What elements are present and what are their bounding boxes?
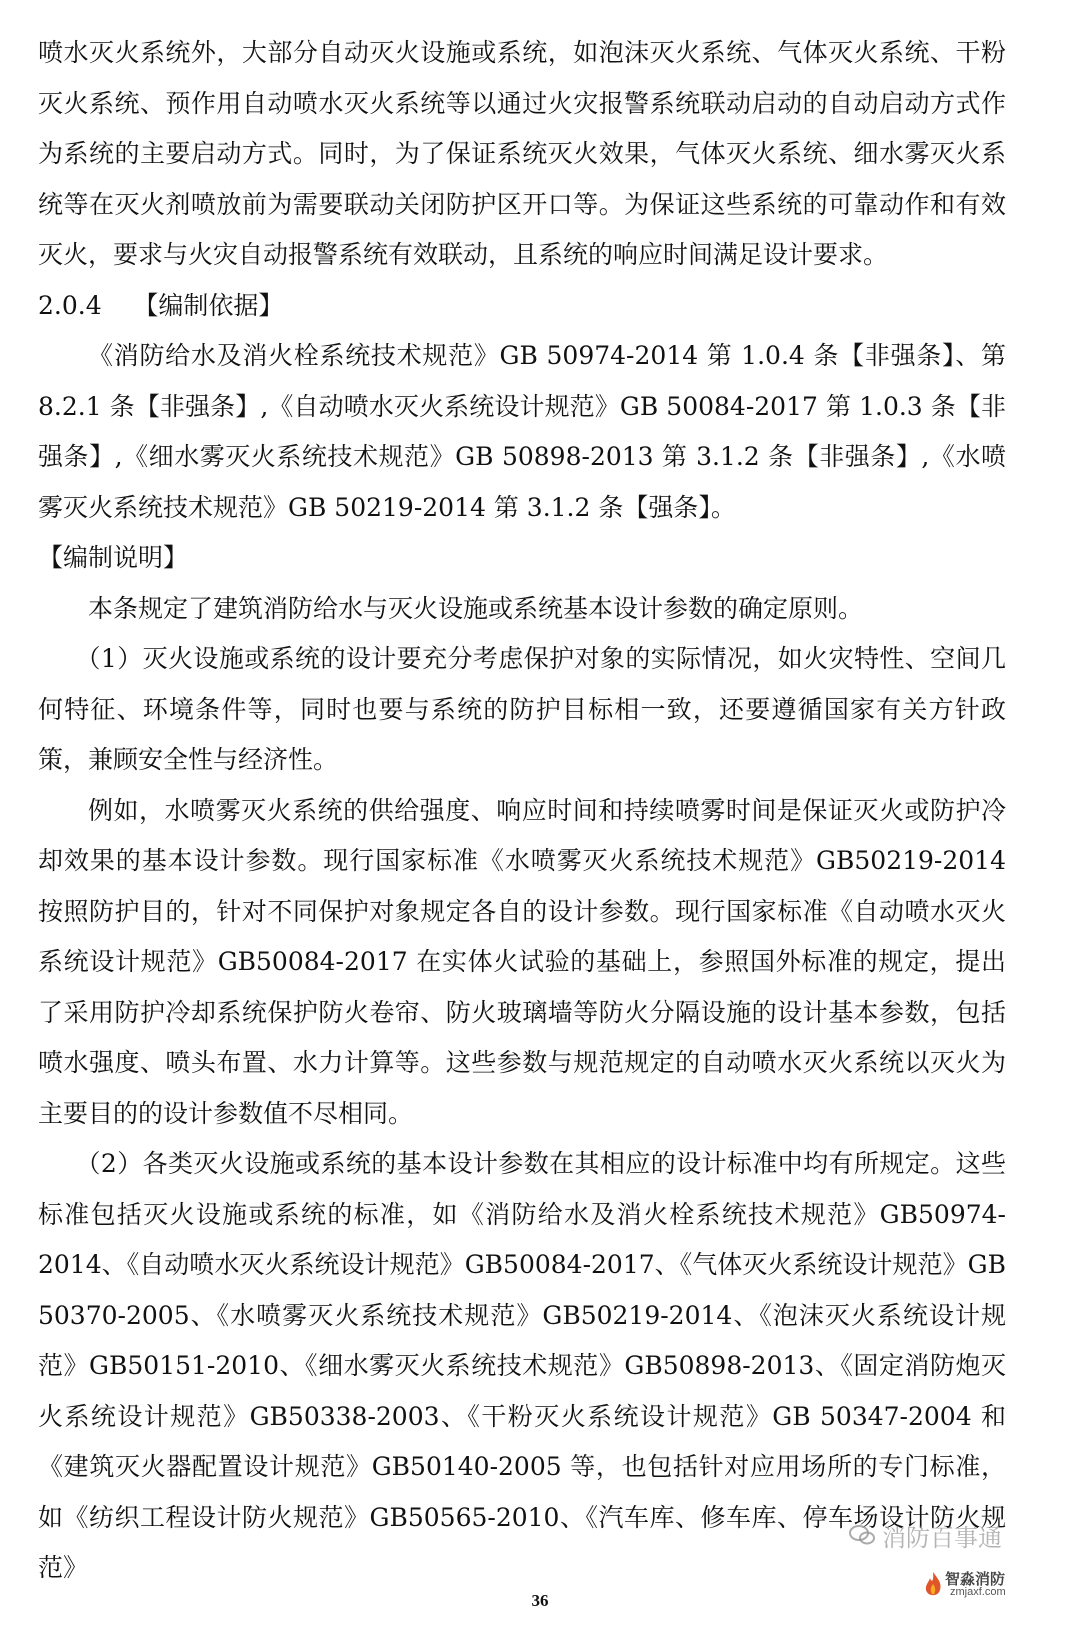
wechat-watermark xyxy=(848,1520,1048,1550)
explain-paragraph-4: （2）各类灭火设施或系统的基本设计参数在其相应的设计标准中均有所规定。这些标准包括灭火设施或系统的标准，如《消防给水及消火栓系统技术规范》GB50974-2014、《自动喷水灭火系统设计规范》GB50084-2017、《气体灭火系统设计规范》GB 50370-2005、《水喷雾灭火系统技术规范》GB50219-2014、《泡沫灭火系统设计规范》GB50151-2010、《细水雾灭火系统技术规范》GB50898-2013、《固定消防炮灭火系统设计规范》GB50338-2003、《干粉灭火系统设计规范》GB 50347-2004 和《建筑灭火器配置设计规范》GB50140-2005 等，也包括针对应用场所的专门标准，如《纺织工程设计防火规范》GB50565-2010、《汽车库、修车库、停车场设计防火规范》 xyxy=(38,1149,1006,1582)
logo-name: 智淼消防 xyxy=(945,1571,1006,1588)
page-number: 36 xyxy=(531,1591,549,1610)
explain-paragraph-3: 例如，水喷雾灭火系统的供给强度、响应时间和持续喷雾时间是保证灭火或防护冷却效果的基本设计参数。现行国家标准《水喷雾灭火系统技术规范》GB50219-2014 按照防护目的，针对不同保护对象规定各自的设计参数。现行国家标准《自动喷水灭火系统设计规范》GB50084-2017 在实体火试验的基础上，参照国外标准的规定，提出了采用防护冷却系统保护防火卷帘、防火玻璃墙等防火分隔设施的设计基本参数，包括喷水强度、喷头布置、水力计算等。这些参数与规范规定的自动喷水灭火系统以灭火为主要目的的设计参数值不尽相同。 xyxy=(38,795,1006,1128)
watermark-account: 消防百事通 xyxy=(882,1524,1002,1552)
explain-heading: 【编制说明】 xyxy=(38,543,189,572)
logo-url: zmjaxf.com xyxy=(950,1586,1006,1598)
basis-paragraph: 《消防给水及消火栓系统技术规范》GB 50974-2014 第 1.0.4 条【非强条】、第 8.2.1 条【非强条】,《自动喷水灭火系统设计规范》GB 50084-2017 第 1.0.3 条【非强条】,《细水雾灭火系统技术规范》GB 50898-2013 第 3.1.2 条【非强条】,《水喷雾灭火系统技术规范》GB 50219-2014 第 3.1.2 条【强条】。 xyxy=(38,341,1006,522)
explain-paragraph-1: 本条规定了建筑消防给水与灭火设施或系统基本设计参数的确定原则。 xyxy=(88,593,864,623)
section-number: 2.0.4 xyxy=(38,290,102,320)
section-heading xyxy=(38,281,1006,332)
paragraph-1: 喷水灭火系统外，大部分自动灭火设施或系统，如泡沫灭火系统、气体灭火系统、干粉灭火系统、预作用自动喷水灭火系统等以通过火灾报警系统联动启动的自动启动方式作为系统的主要启动方式。同时，为了保证系统灭火效果，气体灭火系统、细水雾灭火系统等在灭火剂喷放前为需要联动关闭防护区开口等。为保证这些系统的可靠动作和有效灭火，要求与火灾自动报警系统有效联动，且系统的响应时间满足设计要求。 xyxy=(38,38,1006,269)
wechat-icon xyxy=(848,1524,876,1546)
body-text xyxy=(38,28,1006,1594)
section-title: 【编制依据】 xyxy=(133,290,284,320)
explain-paragraph-2: （1）灭火设施或系统的设计要充分考虑保护对象的实际情况，如火灾特性、空间几何特征、环境条件等，同时也要与系统的防护目标相一致，还要遵循国家有关方针政策，兼顾安全性与经济性。 xyxy=(38,644,1006,774)
